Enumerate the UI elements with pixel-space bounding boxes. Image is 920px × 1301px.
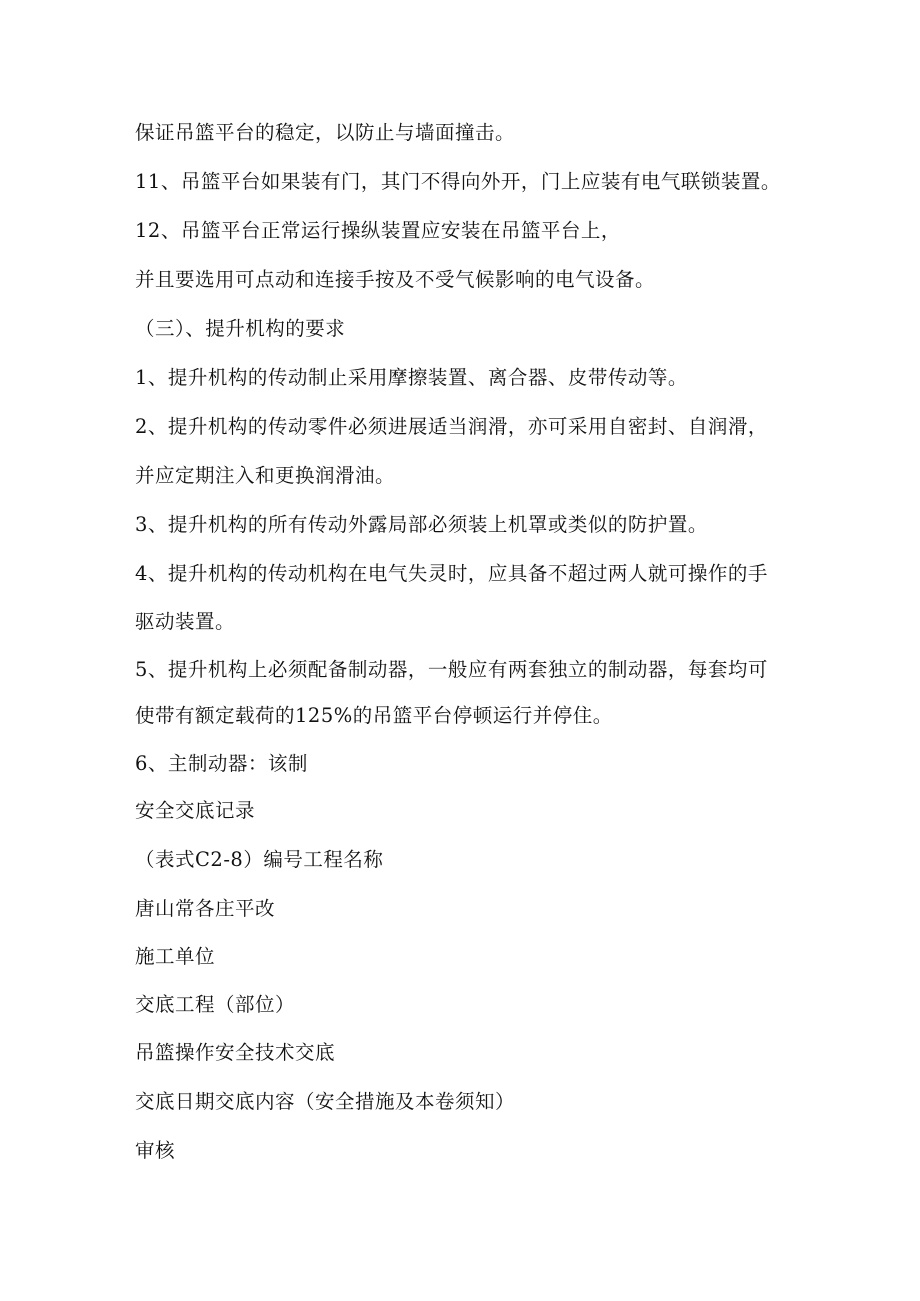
text-line-2: 11、吊篮平台如果装有门，其门不得向外开，门上应装有电气联锁装置。 (135, 170, 781, 193)
construction-unit-label: 施工单位 (135, 945, 216, 968)
text-line-10: 4、提升机构的传动机构在电气失灵时，应具备不超过两人就可操作的手 (135, 562, 768, 585)
form-code-line: （表式C2-8）编号工程名称 (135, 848, 384, 871)
text-line-12: 5、提升机构上必须配备制动器，一般应有两套独立的制动器，每套均可 (135, 658, 768, 681)
text-line-8: 并应定期注入和更换润滑油。 (135, 464, 396, 487)
text-line-1: 保证吊篮平台的稳定，以防止与墙面撞击。 (135, 121, 516, 144)
text-line-9: 3、提升机构的所有传动外露局部必须装上机罩或类似的防护置。 (135, 513, 708, 536)
text-line-11: 驱动装置。 (135, 610, 236, 633)
text-line-14: 6、主制动器：该制 (135, 752, 308, 775)
text-line-6: 1、提升机构的传动制止采用摩擦装置、离合器、皮带传动等。 (135, 366, 688, 389)
disclosure-project-value: 吊篮操作安全技术交底 (135, 1041, 336, 1064)
text-line-7: 2、提升机构的传动零件必须进展适当润滑，亦可采用自密封、自润滑， (135, 415, 768, 438)
record-title: 安全交底记录 (135, 799, 256, 822)
review-label: 审核 (135, 1139, 176, 1162)
disclosure-project-label: 交底工程（部位） (135, 993, 296, 1016)
text-line-13: 使带有额定载荷的125%的吊篮平台停顿运行并停住。 (135, 704, 613, 727)
disclosure-date-content-label: 交底日期交底内容（安全措施及本卷须知） (135, 1090, 516, 1113)
text-line-3: 12、吊篮平台正常运行操纵装置应安装在吊篮平台上， (135, 219, 621, 242)
project-name-value: 唐山常各庄平改 (135, 897, 276, 920)
text-line-4: 并且要选用可点动和连接手按及不受气候影响的电气设备。 (135, 268, 656, 291)
section-heading: （三）、提升机构的要求 (135, 317, 346, 340)
